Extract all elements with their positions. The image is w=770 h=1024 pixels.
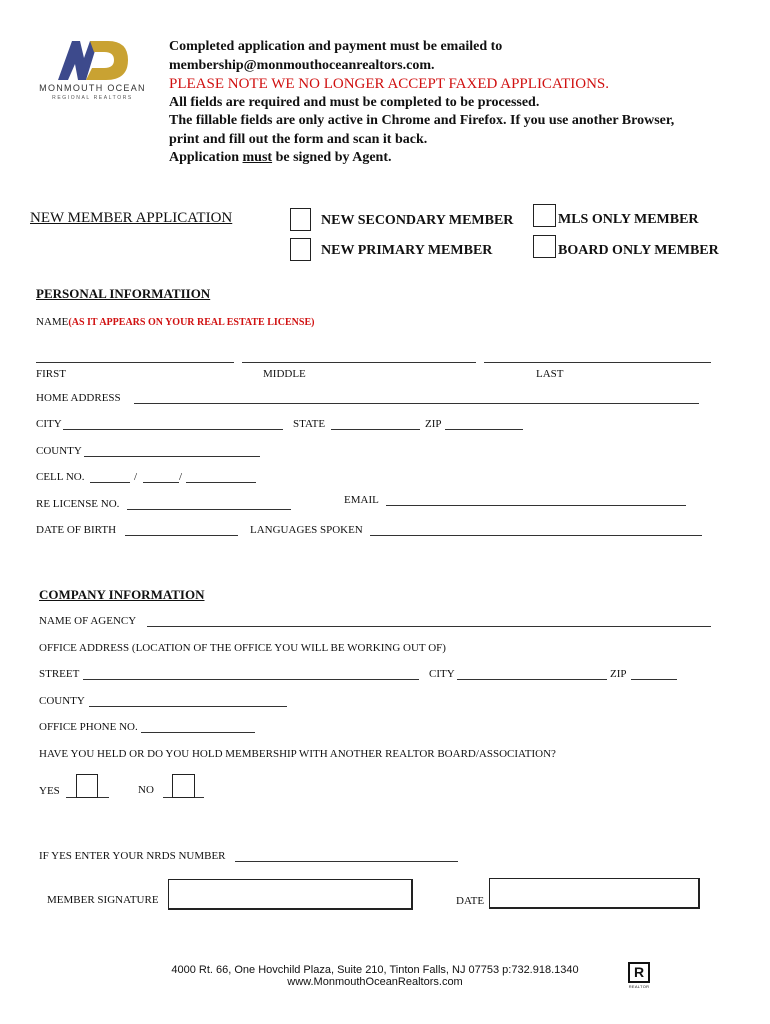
realtor-word: REALTOR <box>628 984 650 989</box>
office-city-field[interactable] <box>457 679 607 680</box>
zip-label: ZIP <box>425 418 442 430</box>
logo-line2: REGIONAL REALTORS <box>52 95 133 101</box>
new-primary-member-label: NEW PRIMARY MEMBER <box>321 243 493 258</box>
name-label: NAME(AS IT APPEARS ON YOUR REAL ESTATE LICENSE) <box>36 316 315 328</box>
notice-fax-warning: PLEASE NOTE WE NO LONGER ACCEPT FAXED APPLICATIONS. <box>169 76 610 92</box>
board-only-member-checkbox[interactable] <box>533 235 556 258</box>
county-field[interactable] <box>84 456 260 457</box>
home-address-field[interactable] <box>134 403 699 404</box>
middle-name-field[interactable] <box>242 362 476 363</box>
office-address-label: OFFICE ADDRESS (LOCATION OF THE OFFICE YOU WILL BE WORKING OUT OF) <box>39 642 446 654</box>
first-label: FIRST <box>36 368 66 380</box>
footer <box>150 964 600 988</box>
office-phone-field[interactable] <box>141 732 255 733</box>
notice-line4: All fields are required and must be completed to be processed. <box>169 94 540 110</box>
mls-only-member-label: MLS ONLY MEMBER <box>558 212 699 227</box>
office-city-label: CITY <box>429 668 455 680</box>
last-name-field[interactable] <box>484 362 711 363</box>
city-field[interactable] <box>63 429 283 430</box>
city-label: CITY <box>36 418 62 430</box>
home-address-label: HOME ADDRESS <box>36 392 121 404</box>
yes-checkbox[interactable] <box>76 774 98 798</box>
nrds-label: IF YES ENTER YOUR NRDS NUMBER <box>39 850 226 862</box>
street-label: STREET <box>39 668 80 680</box>
yes-label: YES <box>39 785 60 797</box>
date-label: DATE <box>456 895 485 907</box>
state-field[interactable] <box>331 429 420 430</box>
application-title: NEW MEMBER APPLICATION <box>30 210 233 226</box>
cell-line-field[interactable] <box>186 482 256 483</box>
email-label: EMAIL <box>344 494 379 506</box>
dob-field[interactable] <box>125 535 238 536</box>
cell-slash-2: / <box>179 471 183 483</box>
new-secondary-member-label: NEW SECONDARY MEMBER <box>321 213 514 228</box>
email-field[interactable] <box>386 505 686 506</box>
agency-field[interactable] <box>147 626 711 627</box>
notice-line2: membership@monmouthoceanrealtors.com. <box>169 57 435 73</box>
middle-label: MIDDLE <box>263 368 306 380</box>
date-field[interactable] <box>489 878 700 909</box>
cell-prefix-field[interactable] <box>143 482 179 483</box>
notice-line7: Application must be signed by Agent. <box>169 150 392 165</box>
office-county-field[interactable] <box>89 706 287 707</box>
no-label: NO <box>138 784 154 796</box>
footer-address: 4000 Rt. 66, One Hovchild Plaza, Suite 210, Tinton Falls, NJ 07753 p:732.918.1340 <box>171 964 579 976</box>
notice-line1: Completed application and payment must be emailed to <box>169 39 503 54</box>
street-field[interactable] <box>83 679 419 680</box>
re-license-label: RE LICENSE NO. <box>36 498 120 510</box>
zip-field[interactable] <box>445 429 523 430</box>
board-only-member-label: BOARD ONLY MEMBER <box>558 243 719 258</box>
new-secondary-member-checkbox[interactable] <box>290 208 311 231</box>
company-info-title: COMPANY INFORMATION <box>39 587 205 602</box>
logo <box>30 36 155 102</box>
signature-label: MEMBER SIGNATURE <box>47 894 159 906</box>
county-label: COUNTY <box>36 445 82 457</box>
first-name-field[interactable] <box>36 362 234 363</box>
office-phone-label: OFFICE PHONE NO. <box>39 721 138 733</box>
cell-slash-1: / <box>134 471 138 483</box>
last-label: LAST <box>536 368 564 380</box>
languages-label: LANGUAGES SPOKEN <box>250 524 363 536</box>
state-label: STATE <box>293 418 326 430</box>
logo-line1: MONMOUTH OCEAN <box>39 83 146 93</box>
cell-area-code-field[interactable] <box>90 482 130 483</box>
office-county-label: COUNTY <box>39 695 85 707</box>
notice-line6: print and fill out the form and scan it back. <box>169 131 428 147</box>
mls-only-member-checkbox[interactable] <box>533 204 556 227</box>
notice-block <box>169 38 759 168</box>
realtor-logo <box>628 962 650 988</box>
monmouth-ocean-logo-icon <box>30 36 155 82</box>
office-zip-field[interactable] <box>631 679 677 680</box>
dob-label: DATE OF BIRTH <box>36 524 117 536</box>
agency-label: NAME OF AGENCY <box>39 615 137 627</box>
nrds-field[interactable] <box>235 861 458 862</box>
languages-field[interactable] <box>370 535 702 536</box>
personal-info-title: PERSONAL INFORMATIION <box>36 286 211 301</box>
realtor-r-icon: R <box>628 962 650 983</box>
new-primary-member-checkbox[interactable] <box>290 238 311 261</box>
re-license-field[interactable] <box>127 509 291 510</box>
footer-website: www.MonmouthOceanRealtors.com <box>287 976 463 988</box>
no-checkbox[interactable] <box>172 774 195 798</box>
office-zip-label: ZIP <box>610 668 627 680</box>
cell-label: CELL NO. <box>36 471 85 483</box>
notice-line5: The fillable fields are only active in Chrome and Firefox. If you use another Browser, <box>169 113 675 128</box>
membership-question: HAVE YOU HELD OR DO YOU HOLD MEMBERSHIP WITH ANOTHER REALTOR BOARD/ASSOCIATION? <box>39 748 556 760</box>
member-signature-field[interactable] <box>168 879 413 910</box>
